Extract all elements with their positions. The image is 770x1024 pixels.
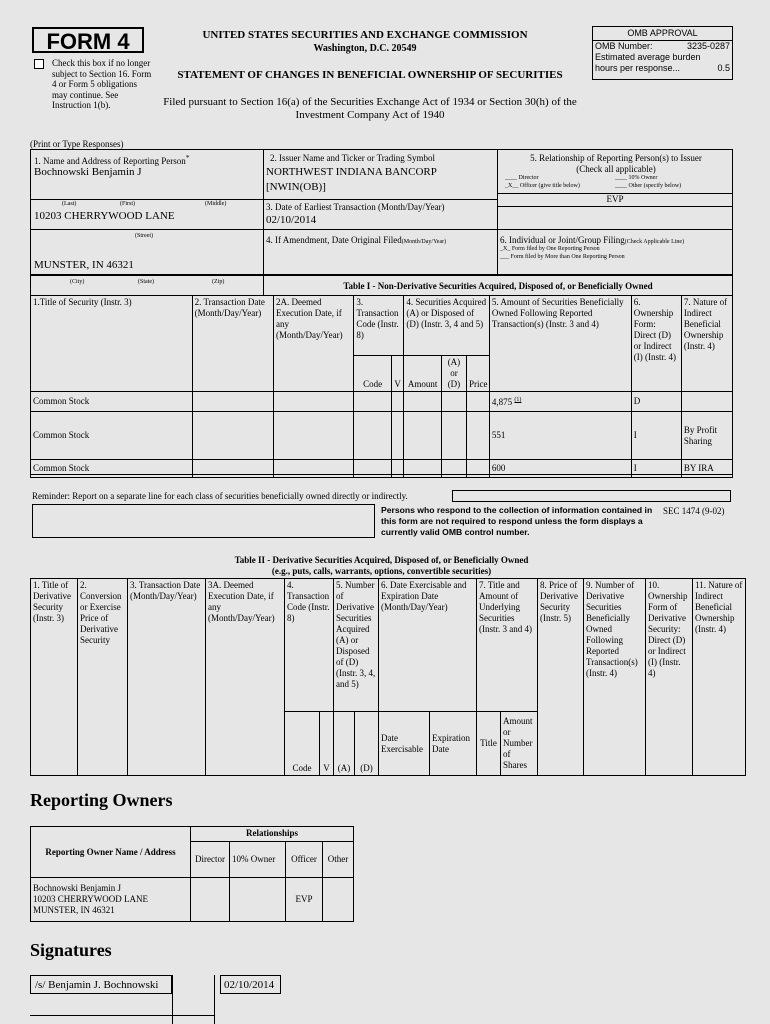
issuer-name: NORTHWEST INDIANA BANCORP <box>266 166 437 178</box>
t2-col10-header: 10. Ownership Form of Derivative Security: Direct (D) or Indirect (I) (Instr. 4) <box>646 579 693 776</box>
reporting-person-street: 10203 CHERRYWOOD LANE <box>34 210 175 222</box>
last-label: (Last) <box>62 201 77 207</box>
reporting-owners-table <box>30 826 354 922</box>
relationship-check-all: (Check all applicable) <box>576 164 656 174</box>
street-label: (Street) <box>135 233 153 239</box>
reminder-blank-box <box>452 490 731 502</box>
amendment-sub: (Month/Day/Year) <box>401 239 447 245</box>
omb-hours: 0.5 <box>717 63 730 73</box>
omb-burden-label: Estimated average burden <box>595 52 701 62</box>
filed-pursuant-text: Filed pursuant to Section 16(a) of the Securities Exchange Act of 1934 or Section 30(h) of the Investment Company Act of 1940 <box>163 96 577 121</box>
t1-row3-amount: 600 <box>489 460 631 478</box>
one-person-option[interactable]: _X_ Form filed by One Reporting Person <box>500 246 600 252</box>
filing-label-text: 6. Individual or Joint/Group Filing <box>500 235 625 245</box>
table2-title: Table II - Derivative Securities Acquired, Disposed of, or Beneficially Owned <box>234 555 529 565</box>
t1-col6-header: 6. Ownership Form: Direct (D) or Indirect (I) (Instr. 4) <box>631 296 681 392</box>
statement-title: STATEMENT OF CHANGES IN BENEFICIAL OWNERSHIP OF SECURITIES <box>177 69 563 81</box>
table2-subtitle: (e.g., puts, calls, warrants, options, convertible securities) <box>271 566 492 576</box>
officer-option[interactable]: _X__ Officer (give title below) <box>505 183 580 189</box>
city-label: (City) <box>70 279 85 285</box>
reporting-person-label <box>34 153 189 166</box>
omb-number-label: OMB Number: <box>595 41 653 51</box>
one-person-label: Form filed by One Reporting Person <box>511 246 600 252</box>
amendment-label <box>266 235 446 245</box>
state-label: (State) <box>138 279 154 285</box>
omb-approval-box <box>592 26 733 80</box>
ten-percent-blank: ____ <box>615 175 627 181</box>
t1-col3-header: 3. Transaction Code (Instr. 8) <box>354 296 404 356</box>
t2-col7-header: 7. Title and Amount of Underlying Securities (Instr. 3 and 4) <box>477 579 538 712</box>
checkbox-instruction-text: Check this box if no longer subject to Section 16. Form 4 or Form 5 obligations may continue. See Instruction 1(b). <box>52 58 152 110</box>
zip-label: (Zip) <box>212 279 225 285</box>
table1-title: Table I - Non-Derivative Securities Acquired, Disposed of, or Beneficially Owned <box>343 281 653 291</box>
owner-name-header: Reporting Owner Name / Address <box>31 827 191 878</box>
earliest-transaction-date: 02/10/2014 <box>266 214 317 226</box>
ten-percent-label: 10% Owner <box>628 175 658 181</box>
t1-row1-form: D <box>631 392 681 412</box>
reminder-text: Reminder: Report on a separate line for each class of securities beneficially owned directly or indirectly. <box>32 491 408 501</box>
amendment-label-text: 4. If Amendment, Date Original Filed <box>266 235 402 245</box>
t2-expiration-header: Expiration Date <box>430 712 477 776</box>
owner-name-address <box>31 878 191 922</box>
middle-label: (Middle) <box>205 201 227 207</box>
t1-row1-amount-cell <box>489 392 631 412</box>
table-row <box>31 392 733 412</box>
omb-approval-title: OMB APPROVAL <box>593 27 732 41</box>
more-than-one-label: Form filed by More than One Reporting Person <box>510 254 625 260</box>
t1-row3-title: Common Stock <box>31 460 193 478</box>
t2-col6-header: 6. Date Exercisable and Expiration Date (Month/Day/Year) <box>379 579 477 712</box>
t1-row2-nature: By Profit Sharing <box>681 412 732 460</box>
table2 <box>30 578 746 776</box>
director-option[interactable] <box>505 175 605 181</box>
t2-v-header: V <box>320 712 334 776</box>
reporting-person-name: Bochnowski Benjamin J <box>34 166 142 178</box>
director-label: Director <box>518 175 539 181</box>
agency-location: Washington, D.C. 20549 <box>313 43 417 54</box>
reporting-person-label-text: 1. Name and Address of Reporting Person <box>34 156 186 166</box>
t1-col1-header: 1.Title of Security (Instr. 3) <box>31 296 193 392</box>
officer-title: EVP <box>606 194 624 204</box>
other-header: Other <box>323 842 354 878</box>
earliest-transaction-label: 3. Date of Earliest Transaction (Month/Day/Year) <box>266 202 445 212</box>
table-row <box>31 460 733 478</box>
table-row <box>31 878 354 922</box>
first-label: (First) <box>120 201 135 207</box>
t1-aord-header: (A) or (D) <box>441 356 466 392</box>
omb-hours-row <box>593 63 732 74</box>
agency-name: UNITED STATES SECURITIES AND EXCHANGE COMMISSION <box>202 29 528 41</box>
reporting-owners-heading: Reporting Owners <box>30 790 173 810</box>
filing-sub: (Check Applicable Line) <box>624 239 685 245</box>
officer-header: Officer <box>286 842 323 878</box>
t1-row1-amount: 4,875 <box>491 397 513 407</box>
form-title: FORM 4 <box>32 27 144 53</box>
t2-col3a-header: 3A. Deemed Execution Date, if any (Month/Day/Year) <box>206 579 285 776</box>
t1-row2-amount: 551 <box>489 412 631 460</box>
t2-d-header: (D) <box>355 712 379 776</box>
t2-col9-header: 9. Number of Derivative Securities Beneficially Owned Following Reported Transaction(s) (Instr. 4) <box>584 579 646 776</box>
t2-col11-header: 11. Nature of Indirect Beneficial Ownership (Instr. 4) <box>693 579 746 776</box>
other-option[interactable] <box>615 183 730 189</box>
t2-col2-header: 2. Conversion or Exercise Price of Derivative Security <box>78 579 128 776</box>
footnote-link[interactable]: (1) <box>514 397 522 403</box>
signature: /s/ Benjamin J. Bochnowski <box>35 979 159 991</box>
t2-col1-header: 1. Title of Derivative Security (Instr. 3) <box>31 579 78 776</box>
officer-label: Officer (give title below) <box>519 183 580 189</box>
t1-row2-title: Common Stock <box>31 412 193 460</box>
omb-hours-label: hours per response... <box>595 63 681 73</box>
t1-row1-title: Common Stock <box>31 392 193 412</box>
table-row <box>31 412 733 460</box>
owner-street: 10203 CHERRYWOOD LANE <box>33 894 148 904</box>
more-than-one-option[interactable] <box>500 254 625 260</box>
omb-number: 3235-0287 <box>686 41 730 51</box>
t2-col4-header: 4. Transaction Code (Instr. 8) <box>285 579 334 712</box>
owner-city: MUNSTER, IN 46321 <box>33 905 115 915</box>
t2-a-header: (A) <box>334 712 355 776</box>
sec-form-code: SEC 1474 (9-02) <box>663 506 725 516</box>
t1-row3-nature: BY IRA <box>681 460 732 478</box>
reporting-person-asterisk: * <box>185 153 190 162</box>
reporting-person-city: MUNSTER, IN 46321 <box>34 259 134 271</box>
t1-col7-header: 7. Nature of Indirect Beneficial Ownership (Instr. 4) <box>681 296 732 392</box>
ten-percent-header: 10% Owner <box>230 842 286 878</box>
other-label: Other (specify below) <box>628 183 682 189</box>
t1-col4-header: 4. Securities Acquired (A) or Disposed of (D) (Instr. 3, 4 and 5) <box>404 296 490 356</box>
t1-col5-header: 5. Amount of Securities Beneficially Owned Following Reported Transaction(s) (Instr. 3 and 4) <box>489 296 631 392</box>
owner-officer-title: EVP <box>286 878 323 922</box>
t1-row2-form: I <box>631 412 681 460</box>
t1-col2-header: 2. Transaction Date (Month/Day/Year) <box>192 296 273 392</box>
no-longer-subject-checkbox[interactable] <box>34 59 44 69</box>
t2-code-header: Code <box>285 712 320 776</box>
omb-number-row <box>593 41 732 52</box>
director-header: Director <box>191 842 230 878</box>
signature-date: 02/10/2014 <box>224 979 275 991</box>
t1-row1-nature <box>681 392 732 412</box>
t1-v-header: V <box>391 356 404 392</box>
t1-row3-form: I <box>631 460 681 478</box>
t2-date-exercisable-header: Date Exercisable <box>379 712 430 776</box>
persons-notice: Persons who respond to the collection of information contained in this form are not required to respond unless the form displays a currently valid OMB control number. <box>381 505 653 537</box>
t1-price-header: Price <box>466 356 489 392</box>
t2-col3-header: 3. Transaction Date (Month/Day/Year) <box>128 579 206 776</box>
issuer-ticker: [NWIN(OB)] <box>266 181 326 193</box>
notice-blank-box <box>32 504 375 538</box>
more-than-one-blank: ___ <box>500 254 509 260</box>
director-blank: ____ <box>505 175 517 181</box>
relationship-label: 5. Relationship of Reporting Person(s) to Issuer <box>530 153 702 163</box>
issuer-label: 2. Issuer Name and Ticker or Trading Symbol <box>270 153 435 163</box>
ten-percent-option[interactable] <box>615 175 725 181</box>
one-person-mark: X <box>503 246 508 252</box>
t2-col5-header: 5. Number of Derivative Securities Acquired (A) or Disposed of (D) (Instr. 3, 4, and 5) <box>334 579 379 712</box>
t2-title-header: Title <box>477 712 501 776</box>
owner-name: Bochnowski Benjamin J <box>33 883 121 893</box>
t1-code-header: Code <box>354 356 392 392</box>
print-type-note: (Print or Type Responses) <box>30 139 124 149</box>
t1-amount-header: Amount <box>404 356 442 392</box>
signatures-heading: Signatures <box>30 940 112 960</box>
relationships-header: Relationships <box>191 827 354 842</box>
table1 <box>30 295 733 478</box>
t2-col8-header: 8. Price of Derivative Security (Instr. 5) <box>538 579 584 776</box>
other-blank: ____ <box>615 183 627 189</box>
t2-amount-shares-header: Amount or Number of Shares <box>501 712 538 776</box>
filing-label <box>500 235 684 245</box>
officer-mark: X <box>508 183 513 189</box>
t1-col2a-header: 2A. Deemed Execution Date, if any (Month/Day/Year) <box>274 296 354 392</box>
